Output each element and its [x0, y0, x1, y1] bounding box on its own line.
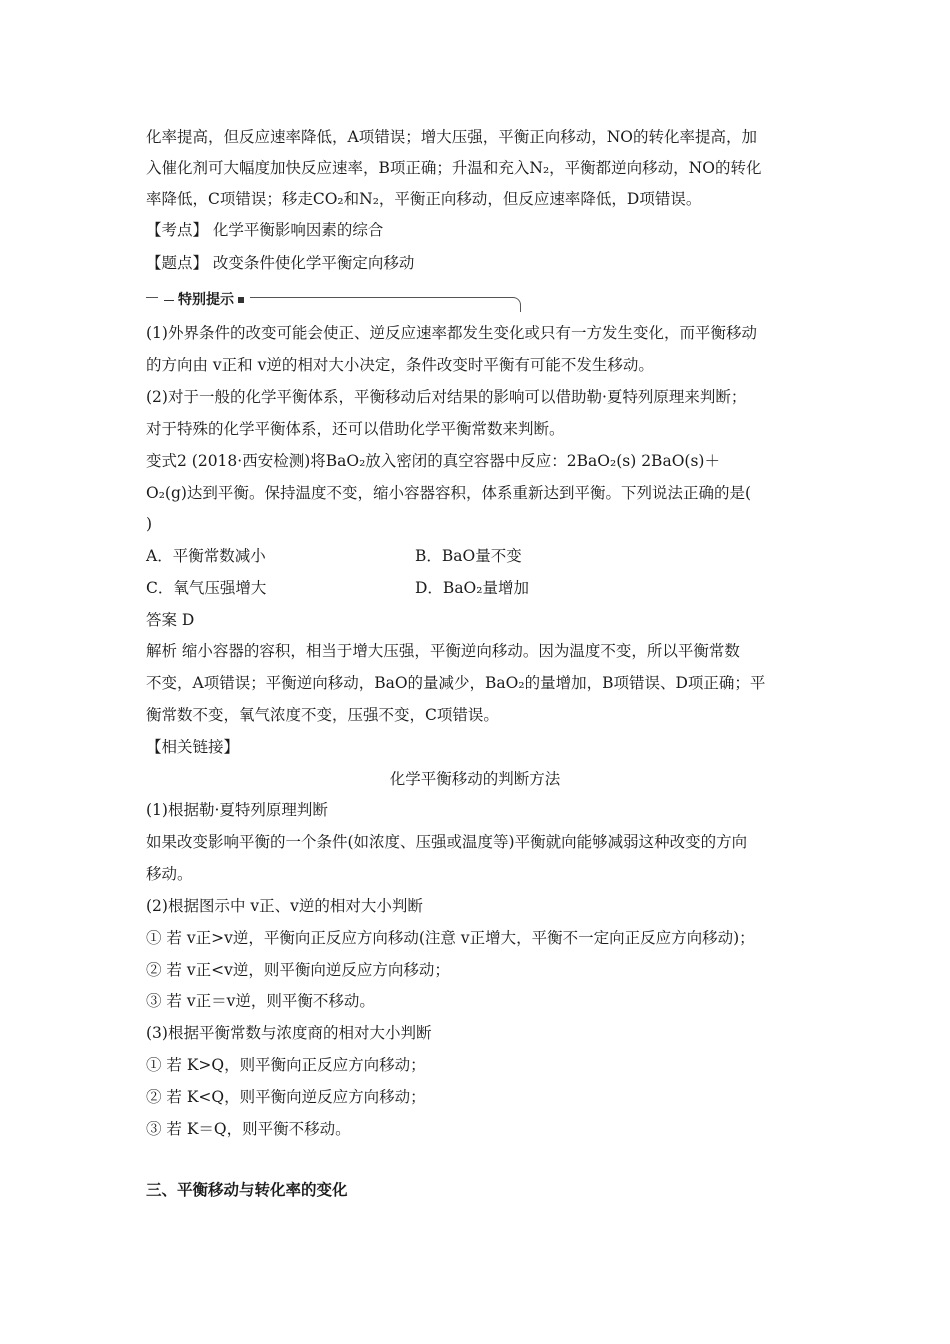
- analysis-line: 解析 缩小容器的容积，相当于增大压强，平衡逆向移动。因为温度不变，所以平衡常数: [146, 642, 740, 660]
- answer-line: 答案 D: [146, 611, 195, 629]
- body-text-line: 入催化剂可大幅度加快反应速率，B项正确；升温和充入N₂，平衡都逆向移动，NO的转化: [146, 159, 762, 177]
- method-line: 移动。: [146, 865, 193, 883]
- tip-title: 特别提示: [158, 289, 250, 309]
- body-text-line: 率降低，C项错误；移走CO₂和N₂，平衡正向移动，但反应速率降低，D项错误。: [146, 190, 702, 208]
- analysis-line: 不变，A项错误；平衡逆向移动，BaO的量减少，BaO₂的量增加，B项错误、D项正确；平: [146, 674, 766, 692]
- method-line: (1)根据勒·夏特列原理判断: [146, 801, 328, 819]
- tip-dash-icon: [164, 300, 174, 301]
- tidian-line: 【题点】 改变条件使化学平衡定向移动: [146, 254, 415, 272]
- body-text-line: 化率提高，但反应速率降低，A项错误；增大压强，平衡正向移动，NO的转化率提高，加: [146, 128, 757, 146]
- method-line: ① 若 K>Q，则平衡向正反应方向移动；: [146, 1056, 426, 1074]
- tip-text-line: (1)外界条件的改变可能会使正、逆反应速率都发生变化或只有一方发生变化，而平衡移动: [146, 324, 757, 342]
- kaodian-line: 【考点】 化学平衡影响因素的综合: [146, 221, 384, 239]
- tip-text-line: (2)对于一般的化学平衡体系，平衡移动后对结果的影响可以借助勒·夏特列原理来判断；: [146, 388, 747, 406]
- question-line: O₂(g)达到平衡。保持温度不变，缩小容器容积，体系重新达到平衡。下列说法正确的是(: [146, 484, 751, 502]
- method-line: 如果改变影响平衡的一个条件(如浓度、压强或温度等)平衡就向能够减弱这种改变的方向: [146, 833, 748, 851]
- method-line: (2)根据图示中 v正、v逆的相对大小判断: [146, 897, 423, 915]
- method-line: ② 若 K<Q，则平衡向逆反应方向移动；: [146, 1088, 426, 1106]
- analysis-line: 衡常数不变，氧气浓度不变，压强不变，C项错误。: [146, 706, 499, 724]
- section-heading: 三、平衡移动与转化率的变化: [146, 1181, 348, 1199]
- related-link-label: 【相关链接】: [146, 738, 240, 756]
- method-line: ③ 若 v正＝v逆，则平衡不移动。: [146, 992, 375, 1010]
- tip-text-line: 的方向由 v正和 v逆的相对大小决定，条件改变时平衡有可能不发生移动。: [146, 356, 654, 374]
- option-d: D．BaO₂量增加: [415, 579, 529, 597]
- method-line: ① 若 v正>v逆，平衡向正反应方向移动(注意 v正增大，平衡不一定向正反应方向移动)；: [146, 929, 755, 947]
- section-title: 化学平衡移动的判断方法: [389, 770, 561, 788]
- question-line: ): [146, 515, 153, 533]
- tip-text-line: 对于特殊的化学平衡体系，还可以借助化学平衡常数来判断。: [146, 420, 565, 438]
- method-line: ② 若 v正<v逆，则平衡向逆反应方向移动；: [146, 961, 450, 979]
- method-line: (3)根据平衡常数与浓度商的相对大小判断: [146, 1024, 432, 1042]
- option-b: B．BaO量不变: [415, 547, 522, 565]
- option-a: A．平衡常数减小: [146, 547, 266, 565]
- question-line: 变式2 (2018·西安检测)将BaO₂放入密闭的真空容器中反应：2BaO₂(s) 2BaO(s)＋: [146, 452, 720, 470]
- tip-square-icon: [238, 297, 244, 303]
- method-line: ③ 若 K＝Q，则平衡不移动。: [146, 1120, 351, 1138]
- option-c: C．氧气压强增大: [146, 579, 267, 597]
